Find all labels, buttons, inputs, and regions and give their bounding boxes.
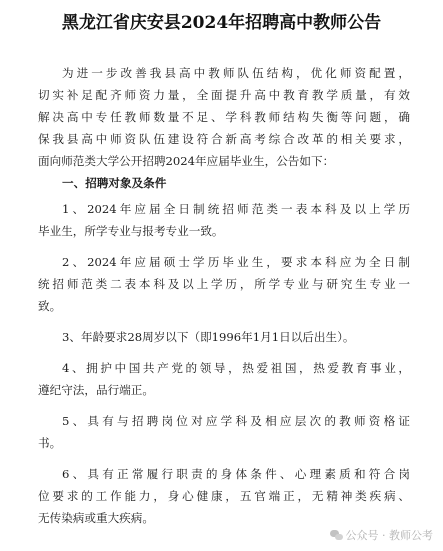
- intro-line: 为进一步改善我县高中教师队伍结构，优化师资配置，: [62, 66, 410, 80]
- condition-item-3: [38, 326, 410, 348]
- condition-line: 2、2024年应届硕士学历毕业生，要求本科应为全日制: [62, 255, 410, 269]
- section-heading: 一、招聘对象及条件: [62, 176, 167, 190]
- wechat-icon: [330, 530, 343, 541]
- intro-line: 保我县高中师资队伍建设符合新高考综合改革的相关要求，: [38, 132, 410, 146]
- intro-line: 切实补足配齐师资力量，全面提升高中教育教学质量，有效: [38, 88, 410, 102]
- intro-paragraph: [38, 62, 410, 172]
- condition-item-2: [38, 251, 410, 317]
- watermark: [330, 527, 434, 543]
- condition-item-5: [38, 410, 410, 454]
- condition-line: 1、2024年应届全日制统招师范类一表本科及以上学历: [62, 202, 410, 216]
- intro-line: 面向师范类大学公开招聘2024年应届毕业生，公告如下：: [38, 154, 335, 168]
- condition-line: 遵纪守法，品行端正。: [38, 383, 154, 397]
- condition-line: 4、拥护中国共产党的领导，热爱祖国，热爱教育事业，: [62, 361, 410, 375]
- condition-item-1: [38, 198, 410, 242]
- condition-item-4: [38, 357, 410, 401]
- condition-line: 位要求的工作能力，身心健康，五官端正，无精神类疾病、: [38, 489, 410, 503]
- condition-item-6: [38, 463, 410, 529]
- condition-line: 统招师范类二表本科及以上学历，所学专业与研究生专业一: [38, 277, 410, 291]
- document-body: [38, 62, 410, 529]
- condition-line: 毕业生，所学专业与报考专业一致。: [38, 224, 224, 238]
- condition-line: 致。: [38, 299, 62, 313]
- condition-line: 书。: [38, 436, 62, 450]
- document-title: 黑龙江省庆安县2024年招聘高中教师公告: [61, 13, 382, 33]
- condition-line: 5、具有与招聘岗位对应学科及相应层次的教师资格证: [62, 414, 410, 428]
- condition-line: 3、年龄要求28周岁以下（即1996年1月1日以后出生）。: [62, 330, 355, 344]
- condition-line: 无传染病或重大疾病。: [38, 511, 154, 525]
- intro-line: 解决高中专任教师数量不足、学科教师结构失衡等问题，确: [38, 110, 410, 124]
- condition-line: 6、具有正常履行职责的身体条件、心理素质和符合岗: [62, 467, 410, 481]
- watermark-text: 公众号 · 教师公考: [345, 529, 433, 542]
